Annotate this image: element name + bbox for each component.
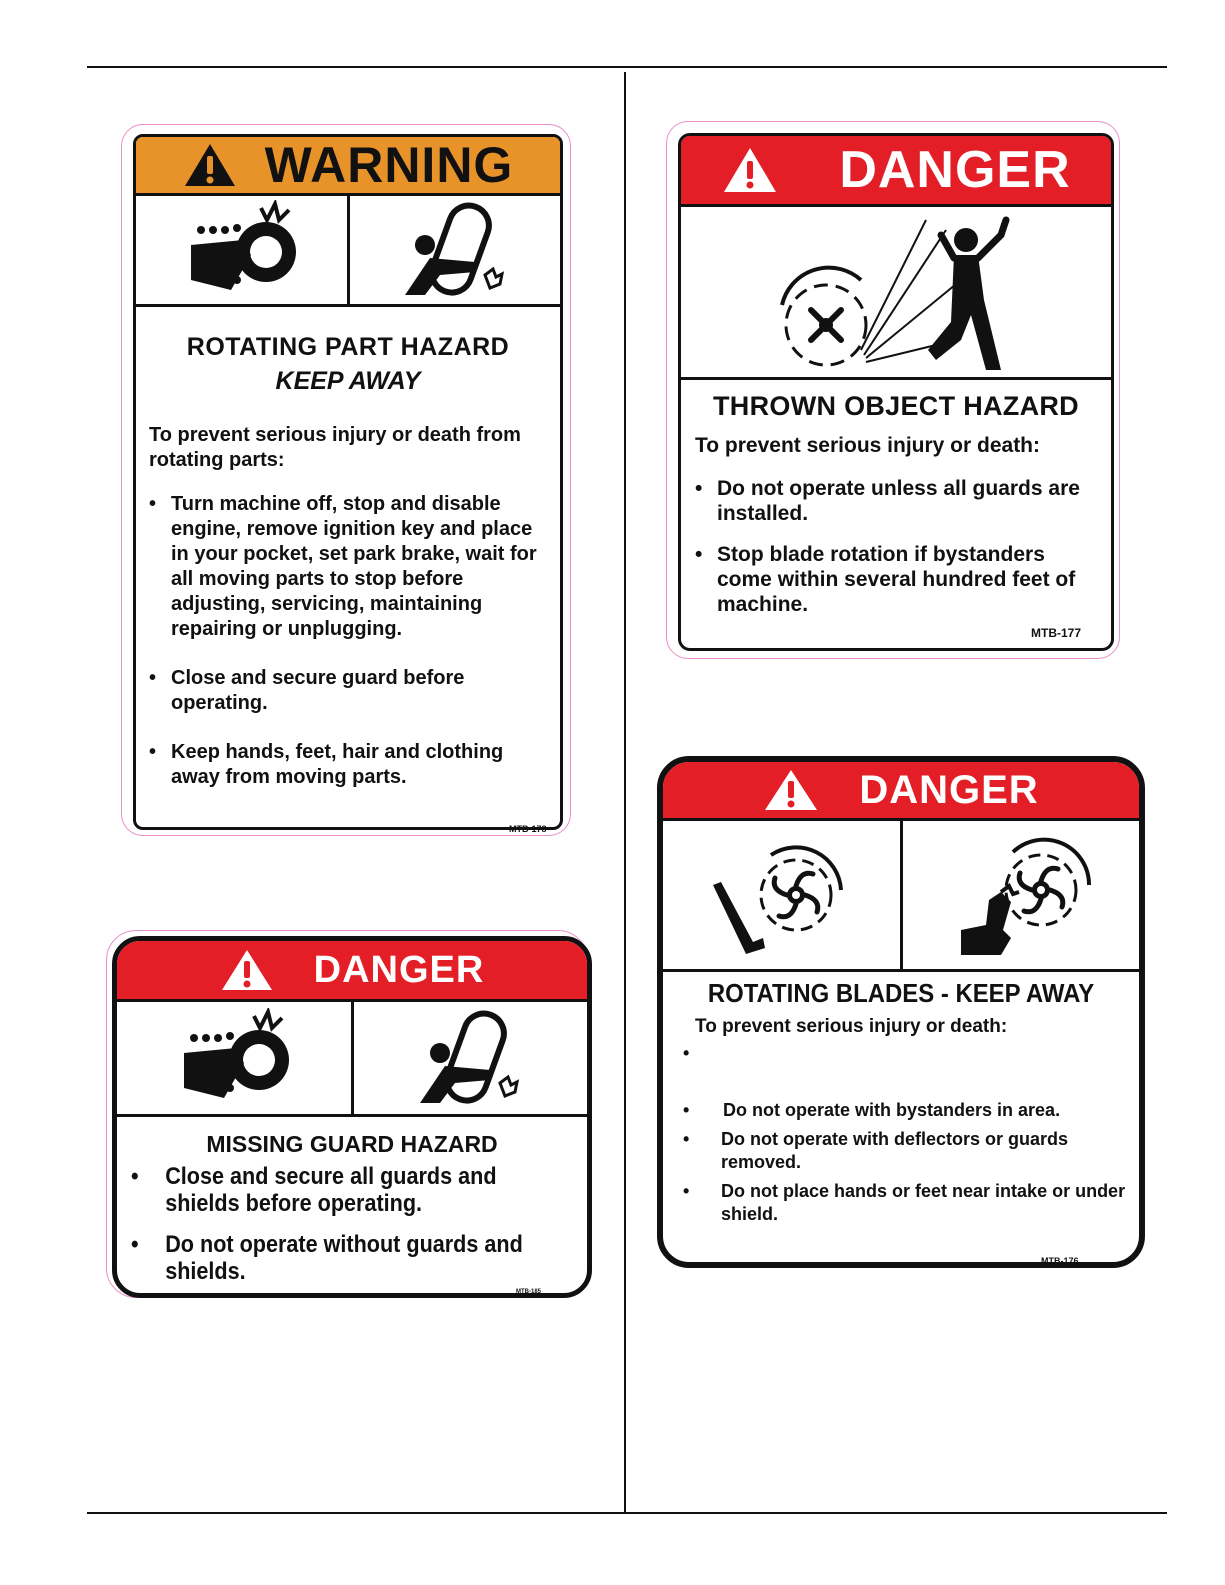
hand-near-blade-icon [941,830,1101,960]
decal-body [657,756,1145,1268]
pictogram-row [136,196,560,307]
signal-word: DANGER [839,141,1071,199]
pictogram-cell [347,196,561,304]
instruction-list [149,492,552,790]
hazard-subtitle: KEEP AWAY [275,367,421,395]
alert-triangle-icon [763,767,819,813]
alert-triangle-icon [721,145,779,195]
danger-decal-rotating-blades [657,756,1133,1268]
hazard-title: ROTATING PART HAZARD [186,333,510,361]
bottom-rule [87,1512,1167,1514]
signal-word: DANGER [859,767,1039,812]
signal-word: DANGER [313,948,485,991]
hand-in-chain-icon [171,200,311,300]
danger-decal-thrown-object [666,121,1120,659]
alert-triangle-icon [183,141,237,189]
alert-triangle-icon [220,947,274,993]
hazard-intro: To prevent serious injury or death: [695,1016,1008,1037]
decal-body [112,936,592,1298]
pictogram-cell [900,821,1140,969]
pictogram-row [681,207,1111,380]
thrown-object-icon [766,210,1026,375]
danger-header [663,762,1139,821]
pictogram-cell [136,196,347,304]
pictogram-cell [117,1002,351,1114]
instruction-item: • Do not operate with bystanders in area. [683,1099,1129,1122]
warning-decal-rotating-part [121,124,571,836]
instruction-item: • Keep hands, feet, hair and clothing away from moving parts. [149,740,552,790]
pictogram-cell [663,821,900,969]
signal-word: WARNING [264,137,514,193]
decal-body [133,134,563,830]
instruction-item: • Do not operate with deflectors or guards removed. [683,1128,1129,1174]
pictogram-cell [351,1002,588,1114]
hand-in-belt-icon [385,200,525,300]
hazard-title: THROWN OBJECT HAZARD [713,391,1079,421]
hazard-intro: To prevent serious injury or death from rotating parts: [149,424,521,471]
instruction-item: • Stop blade rotation if bystanders come within several hundred feet of machine. [695,542,1103,617]
danger-decal-missing-guard [106,930,588,1300]
hand-in-chain-icon [164,1008,304,1108]
part-code: MTB-178 [509,824,547,834]
part-code: MTB-176 [1041,1256,1079,1266]
pictogram-row [663,821,1139,972]
danger-header [681,136,1111,207]
instruction-item [683,1042,1129,1065]
instruction-item: • Do not operate without guards and shields. [131,1231,532,1285]
pictogram-row [117,1002,587,1117]
instruction-item: • Do not place hands or feet near intake or under shield. [683,1180,1129,1226]
top-rule [87,66,1167,68]
part-code: MTB-177 [1031,626,1082,640]
hand-in-belt-icon [400,1008,540,1108]
danger-header [117,941,587,1002]
hazard-intro: To prevent serious injury or death: [695,434,1041,457]
instruction-item: • Do not operate unless all guards are installed. [695,476,1103,526]
warning-header [136,137,560,196]
column-divider [624,72,626,1512]
decal-body [678,133,1114,651]
instruction-item: • Turn machine off, stop and disable engine, remove ignition key and place in your pocket, set park brake, wait for all moving parts to stop before adjusting, servicing, maintaining repairing or unplugging. [149,492,552,642]
leg-near-blade-icon [701,830,861,960]
part-code: MTB-185 [516,1289,542,1295]
hazard-title: ROTATING BLADES - KEEP AWAY [707,978,1095,1008]
instruction-item: • Close and secure all guards and shields before operating. [131,1163,532,1217]
instruction-list [695,476,1103,617]
instruction-list [131,1163,532,1285]
pictogram-cell [681,207,1111,377]
instruction-list [683,1042,1129,1226]
hazard-title: MISSING GUARD HAZARD [206,1131,498,1157]
instruction-item: • Close and secure guard before operating. [149,666,552,716]
